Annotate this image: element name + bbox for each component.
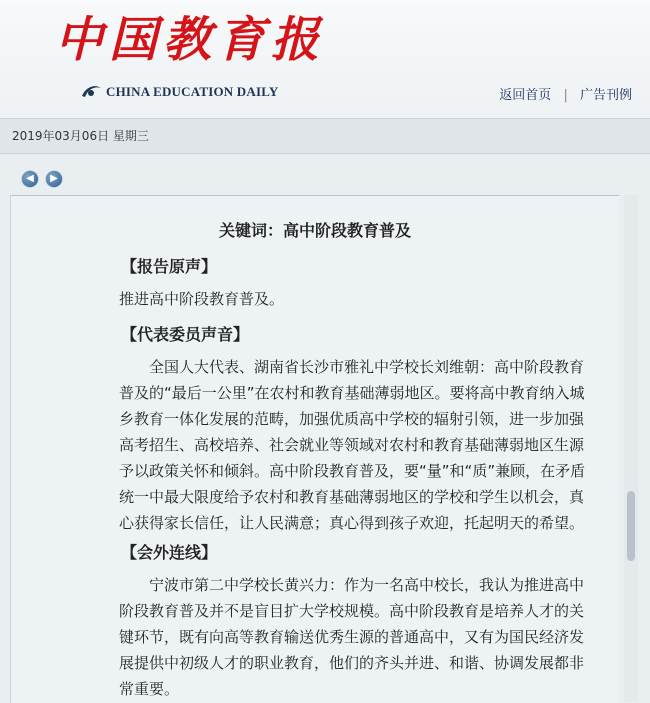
site-header (0, 0, 650, 118)
arrow-left-icon[interactable]: ◀ (22, 171, 38, 187)
article-keyword: 关键词：高中阶段教育普及 (218, 221, 411, 240)
logo-english-text: CHINA EDUCATION DAILY (106, 84, 279, 99)
section-paragraph: 全国人大代表、湖南省长沙市雅礼中学校长刘维朝：高中阶段教育普及的“最后一公里”在农村和教育基础薄弱地区。要将高中教育纳入城乡教育一体化发展的范畴，加强优质高中学校的辐射引领，进一步加强高考招生、高校培养、社会就业等领域对农村和教育基础薄弱地区生源予以政策关怀和倾斜。高中阶段教育普及，要“量”和“质”兼顾，在矛盾统一中最大限度给予农村和教育基础薄弱地区的学校和学生以机会，真心获得家长信任，让人民满意；真心得到孩子欢迎，托起明天的希望。 (119, 358, 586, 532)
top-links (499, 84, 632, 103)
section-paragraph: 宁波市第二中学校长黄兴力：作为一名高中校长，我认为推进高中阶段教育普及并不是盲目扩大学校规模。高中阶段教育是培养人才的关键环节，既有向高等教育输送优秀生源的普通高中，又有为国民经济发展提供中初级人才的职业教育，他们的齐头并进、和谐、协调发展都非常重要。 (119, 576, 585, 698)
site-logo-english (80, 84, 279, 100)
link-separator: | (563, 88, 568, 103)
section-title: 【会外连线】 (121, 543, 218, 562)
section-paragraph: 推进高中阶段教育普及。 (119, 290, 285, 308)
home-link[interactable]: 返回首页 (499, 88, 552, 103)
ads-link[interactable]: 广告刊例 (579, 88, 632, 103)
site-logo[interactable]: 中国教育报 (55, 12, 326, 68)
article-content (10, 195, 619, 703)
section-title: 【报告原声】 (121, 257, 218, 276)
date-bar (0, 118, 650, 154)
arrow-right-icon[interactable]: ▶ (46, 171, 62, 187)
nav-row (0, 153, 650, 193)
section-title: 【代表委员声音】 (121, 325, 250, 344)
issue-date: 2019年03月06日 星期三 (12, 129, 149, 143)
scrollbar[interactable] (624, 195, 638, 702)
scrollbar-thumb[interactable] (627, 491, 635, 561)
logo-swoosh-icon (80, 84, 102, 100)
